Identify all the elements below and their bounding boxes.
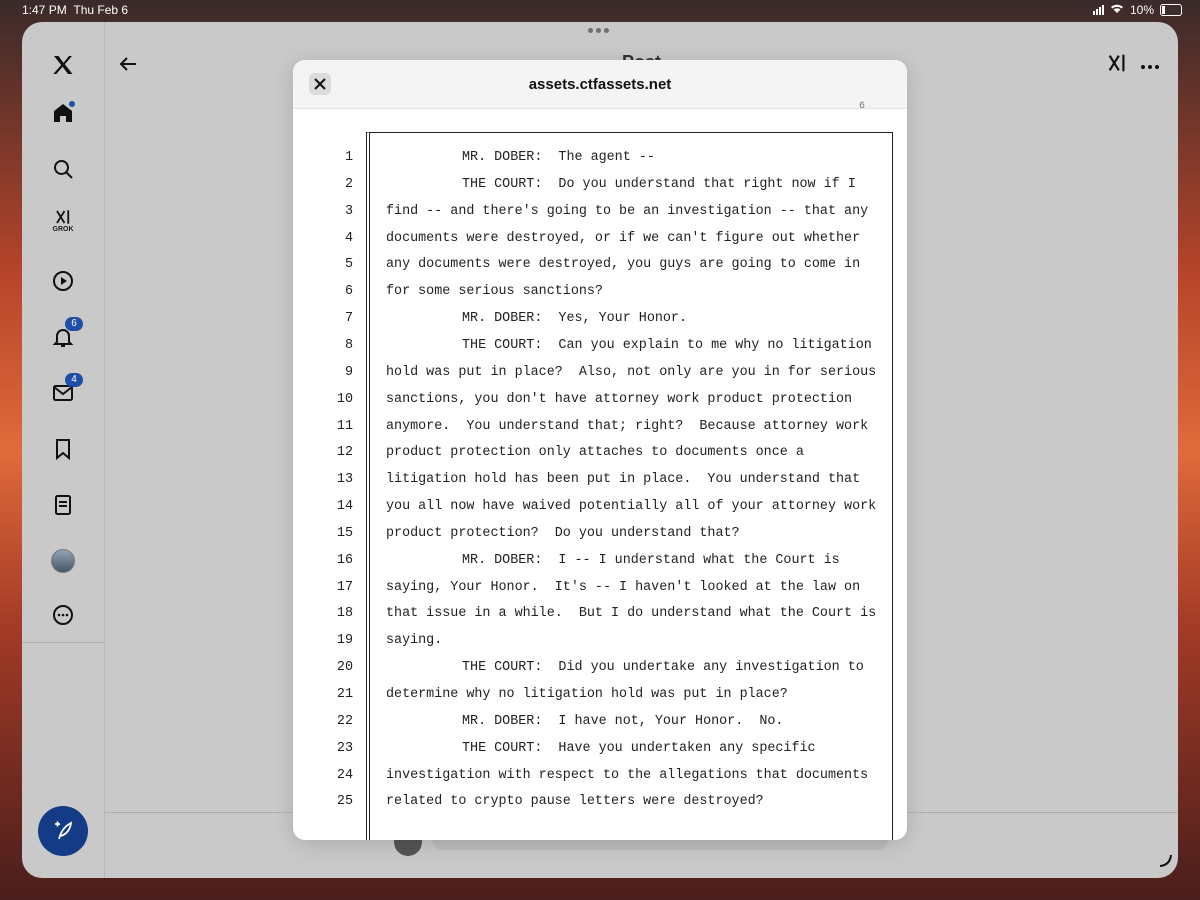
line-number: 24 (336, 767, 353, 783)
transcript-line (293, 231, 907, 257)
status-icons (1093, 3, 1182, 17)
line-number: 7 (344, 311, 353, 327)
transcript-line (293, 526, 907, 552)
transcript-line (293, 392, 907, 418)
battery-percent: 10% (1129, 3, 1154, 17)
transcript-line (293, 419, 907, 445)
line-text: litigation hold has been put in place. You understand that (386, 472, 861, 488)
sidebar-item-messages[interactable] (50, 374, 77, 406)
line-number: 15 (336, 525, 353, 541)
play-icon (51, 269, 75, 293)
transcript-line (293, 580, 907, 606)
transcript-line (293, 687, 907, 713)
sidebar-item-bookmarks[interactable] (50, 436, 76, 462)
line-text: sanctions, you don't have attorney work product protection (386, 391, 853, 407)
line-text: MR. DOBER: The agent -- (462, 150, 655, 165)
grok-label: GROK (52, 226, 74, 233)
modal-title: assets.ctfassets.net (528, 76, 672, 93)
transcript-line (293, 150, 907, 176)
transcript-line (293, 553, 907, 579)
back-arrow-icon (116, 52, 140, 76)
modal-header (293, 60, 907, 109)
line-text: hold was put in place? Also, not only are you in for serious (386, 364, 877, 380)
resize-handle-icon[interactable] (1158, 853, 1172, 872)
transcript-line (293, 794, 907, 820)
document-viewer-modal (293, 60, 907, 840)
transcript-line (293, 633, 907, 659)
transcript-line (293, 284, 907, 310)
multitask-grabber[interactable] (588, 28, 612, 34)
line-number: 11 (336, 418, 353, 434)
line-text: saying. (386, 633, 443, 649)
transcript-line (293, 660, 907, 686)
transcript-line (293, 338, 907, 364)
sidebar-item-more[interactable] (50, 602, 76, 628)
line-number: 21 (336, 687, 353, 702)
sidebar-item-lists[interactable] (50, 492, 76, 518)
line-text: documents were destroyed, or if we can't figure out whether (386, 230, 861, 246)
line-text: THE COURT: Do you understand that right now if I (462, 176, 856, 192)
transcript-line (293, 741, 907, 767)
sidebar-item-explore[interactable] (50, 156, 76, 182)
list-icon (51, 493, 75, 517)
header-actions (1106, 52, 1160, 79)
sidebar (22, 22, 105, 878)
transcript-page (293, 108, 907, 840)
line-number: 13 (336, 472, 353, 488)
line-text: product protection only attaches to documents once a (386, 445, 804, 461)
notifications-badge: 6 (65, 317, 83, 331)
transcript-line (293, 445, 907, 471)
line-text: find -- and there's going to be an investigation -- that any (386, 203, 869, 219)
feather-plus-icon (51, 819, 75, 843)
line-text: MR. DOBER: I have not, Your Honor. No. (462, 713, 784, 729)
sidebar-item-grok[interactable] (50, 208, 76, 234)
line-number: 14 (336, 499, 353, 515)
x-logo-icon[interactable] (50, 52, 76, 78)
line-text: MR. DOBER: Yes, Your Honor. (462, 311, 687, 327)
transcript-line (293, 311, 907, 337)
line-number: 3 (344, 203, 353, 219)
transcript-line (293, 472, 907, 498)
transcript-line (293, 365, 907, 391)
signal-icon (1093, 5, 1104, 15)
avatar (51, 549, 75, 573)
transcript-line (293, 204, 907, 230)
line-number: 8 (344, 337, 353, 353)
bookmark-icon (51, 437, 75, 461)
line-text: MR. DOBER: I -- I understand what the Court is (462, 552, 840, 568)
more-options-icon[interactable] (1140, 57, 1160, 75)
line-text: that issue in a while. But I do understand what the Court is (386, 606, 877, 622)
line-text: saying, Your Honor. It's -- I haven't looked at the law on (386, 579, 861, 595)
sidebar-divider (22, 642, 104, 643)
line-text: investigation with respect to the allegations that documents (386, 767, 869, 783)
line-text: any documents were destroyed, you guys are going to come in (386, 257, 861, 273)
line-number: 10 (336, 391, 353, 407)
line-text: for some serious sanctions? (386, 284, 603, 300)
line-number: 17 (336, 579, 353, 595)
search-icon (51, 157, 75, 181)
line-number: 9 (344, 364, 353, 380)
notification-dot (69, 101, 75, 107)
line-text: THE COURT: Can you explain to me why no litigation (462, 337, 872, 353)
line-number: 6 (344, 284, 353, 300)
sidebar-item-video[interactable] (50, 268, 76, 294)
page-number: 6 (858, 101, 865, 112)
transcript-line (293, 714, 907, 740)
line-number: 16 (336, 552, 353, 568)
line-number: 23 (336, 740, 353, 756)
grok-icon (52, 208, 74, 226)
battery-icon (1160, 4, 1182, 16)
transcript-line (293, 606, 907, 632)
line-number: 1 (344, 150, 353, 165)
line-text: THE COURT: Have you undertaken any specific (462, 740, 816, 756)
line-number: 22 (336, 713, 353, 729)
line-text: THE COURT: Did you undertake any investigation to (462, 660, 864, 676)
sidebar-item-home[interactable] (50, 100, 76, 126)
transcript-line (293, 499, 907, 525)
line-number: 18 (336, 606, 353, 622)
line-number: 12 (336, 445, 353, 461)
line-number: 4 (344, 230, 353, 246)
line-number: 25 (336, 794, 353, 810)
line-number: 20 (336, 660, 353, 676)
more-icon (51, 603, 75, 627)
grok-icon[interactable] (1106, 52, 1128, 79)
messages-badge: 4 (65, 373, 83, 387)
sidebar-item-notifications[interactable] (50, 318, 77, 350)
status-time: 1:47 PM Thu Feb 6 (22, 3, 129, 17)
line-text: related to crypto pause letters were destroyed? (386, 794, 764, 810)
transcript-line (293, 177, 907, 203)
line-text: anymore. You understand that; right? Because attorney work (386, 418, 869, 434)
status-bar (0, 0, 1200, 20)
wifi-icon (1110, 3, 1124, 17)
line-number: 2 (344, 176, 353, 192)
transcript-line (293, 257, 907, 283)
line-number: 5 (344, 257, 353, 273)
back-button[interactable] (116, 52, 140, 76)
sidebar-item-profile[interactable] (50, 548, 76, 574)
transcript-line (293, 768, 907, 794)
line-text: determine why no litigation hold was put in place? (386, 687, 788, 702)
line-text: product protection? Do you understand that? (386, 525, 740, 541)
line-number: 19 (336, 633, 353, 649)
line-text: you all now have waived potentially all of your attorney work (386, 499, 877, 515)
compose-button[interactable] (38, 806, 88, 856)
